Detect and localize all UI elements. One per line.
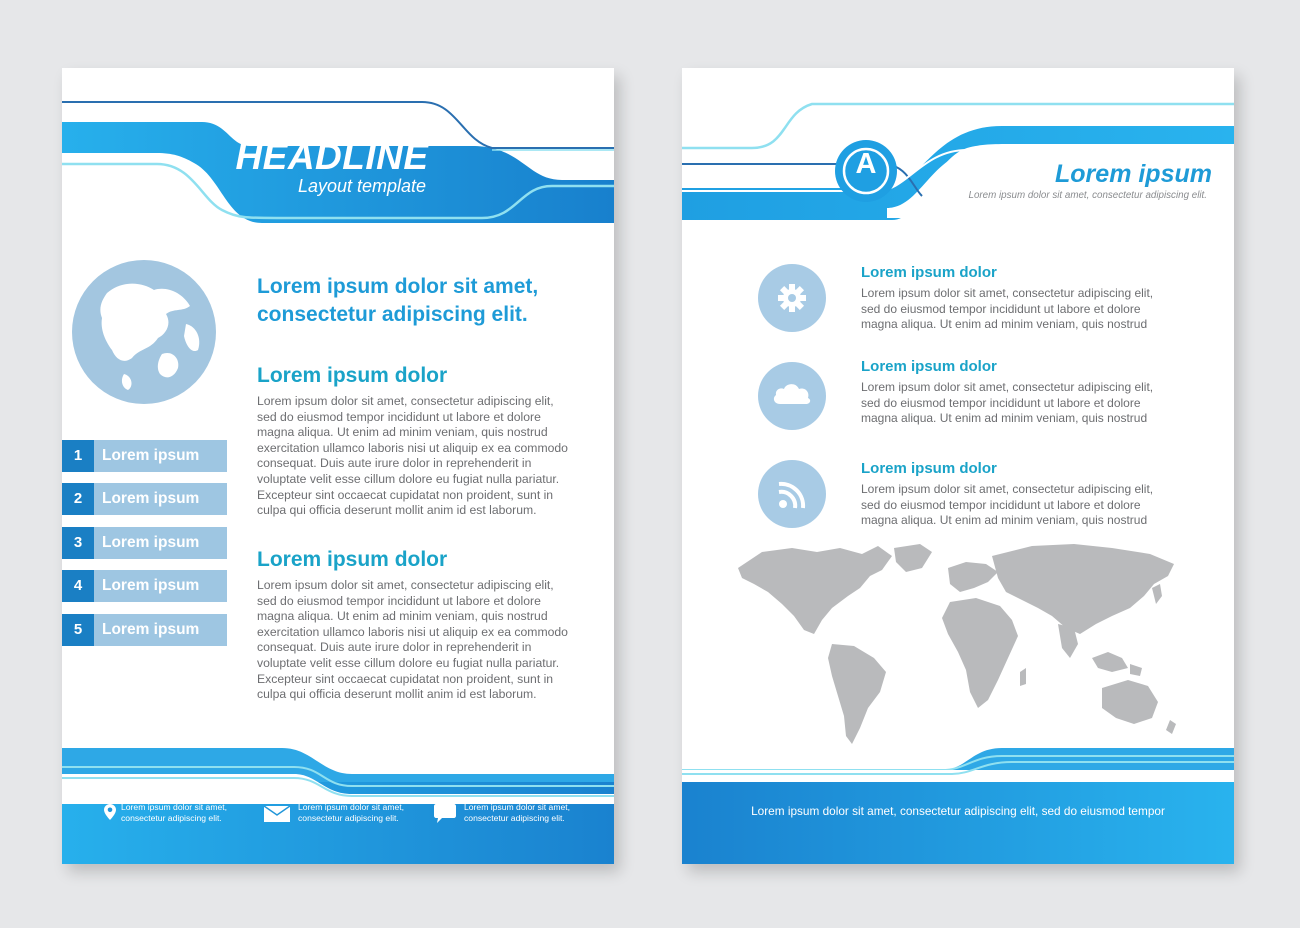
right-subtitle: Lorem ipsum dolor sit amet, consectetur adipiscing elit. bbox=[968, 190, 1207, 201]
contact-line: Lorem ipsum dolor sit amet, bbox=[298, 802, 405, 812]
contact-text bbox=[121, 802, 246, 824]
feature-line: Lorem ipsum dolor sit amet, consectetur adipiscing elit, bbox=[861, 380, 1154, 394]
lead-text bbox=[257, 273, 587, 329]
feature-icon-circle bbox=[758, 264, 826, 332]
numbered-item-1 bbox=[62, 440, 227, 472]
feature-2 bbox=[861, 358, 1181, 427]
feature-line: sed do eiusmod tempor incididunt ut labore et dolore bbox=[861, 395, 1141, 410]
item-number: 4 bbox=[62, 570, 94, 602]
contact-line: consectetur adipiscing elit. bbox=[464, 813, 565, 823]
brochure-page-right bbox=[682, 68, 1234, 864]
item-label: Lorem ipsum bbox=[94, 527, 227, 559]
body-line: exercitation ullamco laboris nisi ut aliquip ex ea commodo bbox=[257, 624, 568, 639]
section-body bbox=[257, 394, 582, 519]
feature-title: Lorem ipsum dolor bbox=[861, 358, 997, 375]
lead-line-2: consectetur adipiscing elit. bbox=[257, 303, 528, 326]
body-line: magna aliqua. Ut enim ad minim veniam, quis nostrud bbox=[257, 609, 548, 624]
section-title: Lorem ipsum dolor bbox=[257, 364, 448, 387]
body-line: consequat. Duis aute irure dolor in reprehenderit in bbox=[257, 640, 532, 655]
section-2 bbox=[257, 548, 582, 703]
feature-text bbox=[861, 286, 1181, 333]
feature-icon-circle bbox=[758, 362, 826, 430]
contact-text bbox=[298, 802, 423, 824]
feature-title: Lorem ipsum dolor bbox=[861, 264, 997, 281]
feature-title: Lorem ipsum dolor bbox=[861, 460, 997, 477]
envelope-icon bbox=[264, 806, 290, 822]
feature-text bbox=[861, 380, 1181, 427]
speech-bubble-icon bbox=[434, 804, 456, 824]
item-number: 1 bbox=[62, 440, 94, 472]
rss-icon bbox=[758, 460, 826, 528]
feature-line: magna aliqua. Ut enim ad minim veniam, quis nostrud bbox=[861, 513, 1148, 528]
feature-line: sed do eiusmod tempor incididunt ut labore et dolore bbox=[861, 301, 1141, 316]
section-body bbox=[257, 578, 582, 703]
item-label: Lorem ipsum bbox=[94, 483, 227, 515]
logo-letter: A bbox=[855, 148, 877, 180]
item-number: 3 bbox=[62, 527, 94, 559]
location-pin-icon bbox=[104, 804, 116, 820]
numbered-item-4 bbox=[62, 570, 227, 602]
section-title: Lorem ipsum dolor bbox=[257, 548, 448, 571]
body-line: sed do eiusmod tempor incididunt ut labore et dolore bbox=[257, 409, 541, 424]
feature-line: sed do eiusmod tempor incididunt ut labore et dolore bbox=[861, 497, 1141, 512]
item-label: Lorem ipsum bbox=[94, 570, 227, 602]
section-1 bbox=[257, 364, 582, 519]
globe-illustration bbox=[72, 260, 216, 404]
feature-text bbox=[861, 482, 1181, 529]
brochure-page-left bbox=[62, 68, 614, 864]
numbered-item-5 bbox=[62, 614, 227, 646]
cloud-icon bbox=[758, 362, 826, 430]
right-footer-text: Lorem ipsum dolor sit amet, consectetur adipiscing elit, sed do eiusmod tempor bbox=[751, 804, 1165, 818]
item-number: 5 bbox=[62, 614, 94, 646]
contact-line: Lorem ipsum dolor sit amet, bbox=[121, 802, 228, 812]
body-line: Excepteur sint occaecat cupidatat non proident, sunt in bbox=[257, 671, 554, 686]
feature-line: Lorem ipsum dolor sit amet, consectetur adipiscing elit, bbox=[861, 482, 1154, 496]
item-number: 2 bbox=[62, 483, 94, 515]
contact-line: consectetur adipiscing elit. bbox=[121, 813, 222, 823]
body-line: voluptate velit esse cillum dolore eu fugiat nulla pariatur. bbox=[257, 471, 560, 486]
lead-line-1: Lorem ipsum dolor sit amet, bbox=[257, 275, 539, 298]
contact-line: consectetur adipiscing elit. bbox=[298, 813, 399, 823]
body-line: sed do eiusmod tempor incididunt ut labore et dolore bbox=[257, 593, 541, 608]
body-line: consequat. Duis aute irure dolor in reprehenderit in bbox=[257, 456, 532, 471]
body-line: voluptate velit esse cillum dolore eu fugiat nulla pariatur. bbox=[257, 655, 560, 670]
item-label: Lorem ipsum bbox=[94, 614, 227, 646]
feature-line: Lorem ipsum dolor sit amet, consectetur adipiscing elit, bbox=[861, 286, 1154, 300]
body-line: culpa qui officia deserunt mollit anim id est laborum. bbox=[257, 687, 537, 702]
body-line: culpa qui officia deserunt mollit anim id est laborum. bbox=[257, 503, 537, 518]
contact-line: Lorem ipsum dolor sit amet, bbox=[464, 802, 571, 812]
body-line: Lorem ipsum dolor sit amet, consectetur adipiscing elit, bbox=[257, 394, 554, 408]
feature-line: magna aliqua. Ut enim ad minim veniam, quis nostrud bbox=[861, 411, 1148, 426]
feature-1 bbox=[861, 264, 1181, 333]
numbered-item-3 bbox=[62, 527, 227, 559]
body-line: Excepteur sint occaecat cupidatat non proident, sunt in bbox=[257, 487, 554, 502]
headline-subtitle: Layout template bbox=[297, 176, 427, 196]
item-label: Lorem ipsum bbox=[94, 440, 227, 472]
feature-3 bbox=[861, 460, 1181, 529]
world-map-illustration bbox=[738, 544, 1176, 744]
contact-text bbox=[464, 802, 589, 824]
gear-icon bbox=[758, 264, 826, 332]
body-line: exercitation ullamco laboris nisi ut aliquip ex ea commodo bbox=[257, 440, 568, 455]
headline: HEADLINE bbox=[235, 136, 429, 177]
feature-line: magna aliqua. Ut enim ad minim veniam, quis nostrud bbox=[861, 317, 1148, 332]
right-title: Lorem ipsum bbox=[1055, 160, 1212, 188]
footer-band bbox=[682, 782, 1234, 864]
body-line: Lorem ipsum dolor sit amet, consectetur adipiscing elit, bbox=[257, 578, 554, 592]
feature-icon-circle bbox=[758, 460, 826, 528]
body-line: magna aliqua. Ut enim ad minim veniam, quis nostrud bbox=[257, 425, 548, 440]
numbered-item-2 bbox=[62, 483, 227, 515]
